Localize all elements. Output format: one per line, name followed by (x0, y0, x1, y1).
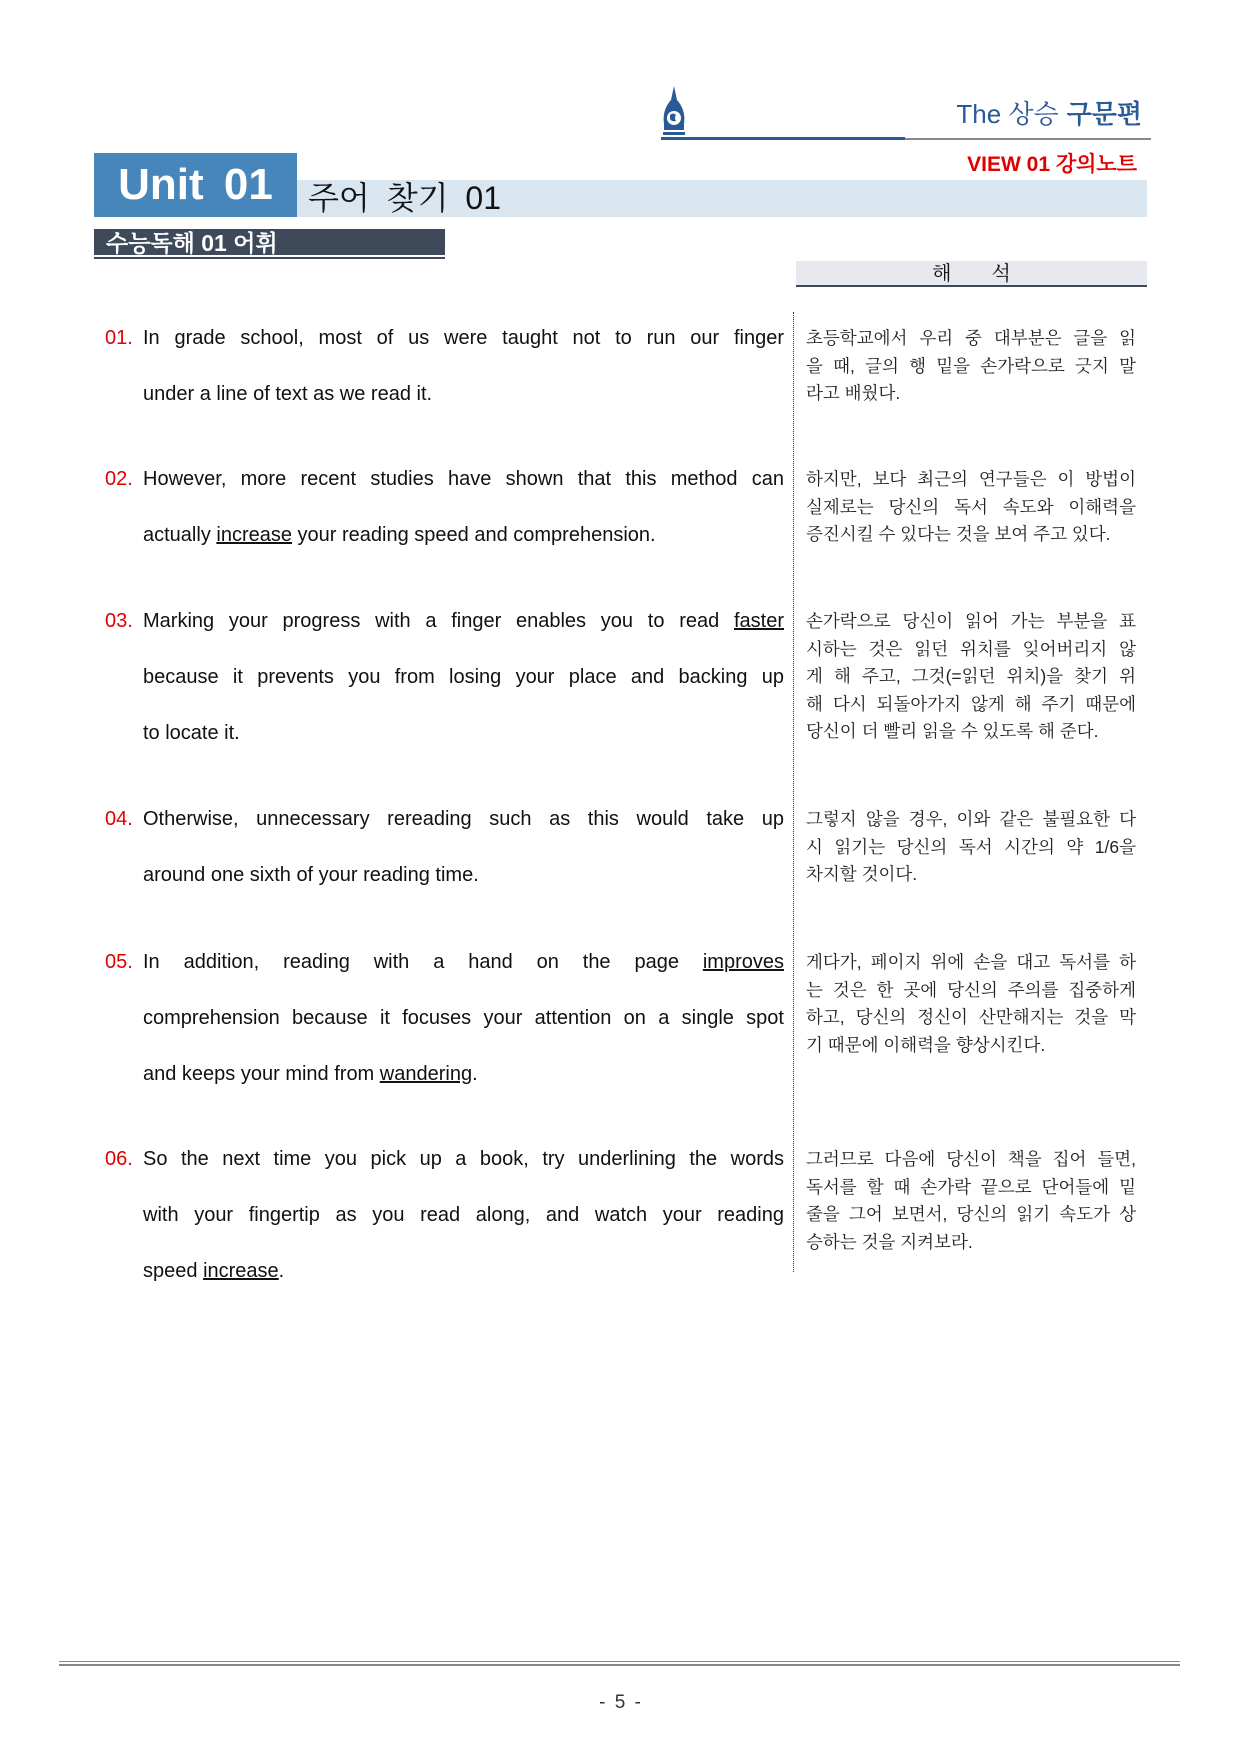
sentence-line (143, 451, 784, 507)
korean-translation (806, 608, 1136, 746)
translation-line: 그러므로 다음에 당신이 책을 집어 들면, (806, 1149, 1136, 1169)
translation-line: 시하는 것은 읽던 위치를 잊어버리지 않 (806, 638, 1136, 659)
translation-line: 초등학교에서 우리 중 대부분은 글을 읽 (806, 328, 1136, 348)
translation-line: 줄을 그어 보면서, 당신의 읽기 속도가 상 (806, 1204, 1136, 1224)
english-sentence (143, 791, 784, 903)
english-sentence (143, 593, 784, 761)
sentence-line (143, 507, 784, 563)
underlined-word: improves (702, 951, 784, 973)
text-segment: So the next time you pick up a book, try underlining the words (143, 1148, 784, 1170)
text-segment: with your fingertip as you read along, and watch your reading (143, 1204, 784, 1226)
header-rule-gray (905, 138, 1151, 140)
text-segment: . (472, 1063, 478, 1085)
series-brand (956, 99, 1142, 129)
korean-translation (806, 949, 1136, 1059)
korean-translation (806, 1146, 1136, 1256)
page-number: - 5 - (599, 1692, 641, 1713)
header-rule-blue (661, 137, 905, 140)
translation-line: 증진시킬 수 있다는 것을 보여 주고 있다. (806, 524, 1111, 544)
pen-nib-globe-logo (660, 86, 688, 138)
translation-line: 손가락으로 당신이 읽어 가는 부분을 표 (806, 611, 1136, 631)
translation-line: 게다가, 페이지 위에 손을 대고 독서를 하 (806, 952, 1136, 972)
text-segment: However, more recent studies have shown that this method can (143, 468, 784, 490)
translation-line: 게 해 주고, 그것(=읽던 위치)을 찾기 위 (806, 666, 1136, 686)
sentence-line (143, 366, 784, 422)
footer-rule (59, 1664, 1180, 1666)
sentence-line (143, 1046, 784, 1102)
translation-line: 하지만, 보다 최근의 연구들은 이 방법이 (806, 469, 1136, 489)
translation-line: 그렇지 않을 경우, 이와 같은 불필요한 다 (806, 809, 1136, 829)
sentence-line (143, 705, 784, 761)
text-segment: and keeps your mind from (143, 1063, 380, 1085)
text-segment: In addition, reading with a hand on the page (143, 951, 703, 973)
text-segment: . (278, 1260, 285, 1282)
translation-line: 실제로는 당신의 독서 속도와 이해력을 (806, 496, 1136, 517)
view-label: VIEW 01 강의노트 (967, 153, 1137, 176)
unit-badge: Unit 01 (94, 153, 297, 217)
text-segment: your reading speed and comprehension. (291, 524, 656, 546)
korean-translation (806, 806, 1136, 889)
sentence-line (143, 310, 784, 366)
translation-line: 기 때문에 이해력을 향상시킨다. (806, 1034, 1046, 1055)
sentence-line (143, 1187, 784, 1243)
translation-line: 시 읽기는 당신의 독서 시간의 약 1/6을 (806, 836, 1136, 857)
sentence-line (143, 1131, 784, 1187)
translation-line: 라고 배웠다. (806, 383, 901, 403)
sentence-line (143, 990, 784, 1046)
underlined-word: increase (216, 524, 292, 546)
text-segment: because it prevents you from losing your place and backing up (143, 666, 784, 688)
footer-rule (59, 1661, 1180, 1662)
sentence-line (143, 649, 784, 705)
sentence-line (143, 847, 784, 903)
sentence-number: 02. (105, 468, 133, 490)
sentence-line (143, 791, 784, 847)
sentence-number: 06. (105, 1148, 133, 1170)
section-heading: 수능독해 01 어휘 (94, 229, 445, 257)
text-segment: Otherwise, unnecessary rereading such as this would take up (143, 808, 784, 830)
underlined-word: wandering (379, 1063, 473, 1085)
sentence-line (143, 934, 784, 990)
brand-bold: 구문편 (1066, 99, 1142, 129)
text-segment: under a line of text as we read it. (143, 383, 433, 405)
sentence-number: 01. (105, 327, 133, 349)
sentence-number: 03. (105, 610, 133, 632)
text-segment: In grade school, most of us were taught not to run our finger (143, 327, 784, 349)
brand-light: The 상승 (956, 99, 1059, 129)
translation-line: 승하는 것을 지켜보라. (806, 1231, 973, 1252)
translation-line: 해 다시 되돌아가지 않게 해 주기 때문에 (806, 693, 1136, 714)
translation-header: 해석 (796, 261, 1147, 287)
sentence-number: 04. (105, 808, 133, 830)
translation-line: 하고, 당신의 정신이 산만해지는 것을 막 (806, 1007, 1136, 1027)
english-sentence (143, 451, 784, 563)
translation-line: 차지할 것이다. (806, 864, 918, 884)
underlined-word: faster (733, 610, 784, 632)
sentence-line (143, 1243, 784, 1299)
text-segment: speed (143, 1260, 204, 1282)
unit-subtitle: 주어 찾기 01 (308, 180, 502, 216)
korean-translation (806, 466, 1136, 549)
text-segment: Marking your progress with a finger enables you to read (143, 610, 734, 632)
english-sentence (143, 1131, 784, 1299)
column-divider (793, 312, 794, 1272)
translation-line: 을 때, 글의 행 밑을 손가락으로 긋지 말 (806, 355, 1136, 376)
english-sentence (143, 934, 784, 1102)
translation-line: 독서를 할 때 손가락 끝으로 단어들에 밑 (806, 1176, 1136, 1197)
text-segment: comprehension because it focuses your attention on a single spot (143, 1007, 784, 1029)
text-segment: actually (143, 524, 217, 546)
translation-line: 당신이 더 빨리 읽을 수 있도록 해 준다. (806, 721, 1099, 741)
underlined-word: increase (203, 1260, 279, 1282)
sentence-number: 05. (105, 951, 133, 973)
english-sentence (143, 310, 784, 422)
text-segment: around one sixth of your reading time. (143, 864, 479, 886)
text-segment: to locate it. (143, 722, 240, 744)
korean-translation (806, 325, 1136, 408)
translation-line: 는 것은 한 곳에 당신의 주의를 집중하게 (806, 979, 1136, 1000)
sentence-line (143, 593, 784, 649)
